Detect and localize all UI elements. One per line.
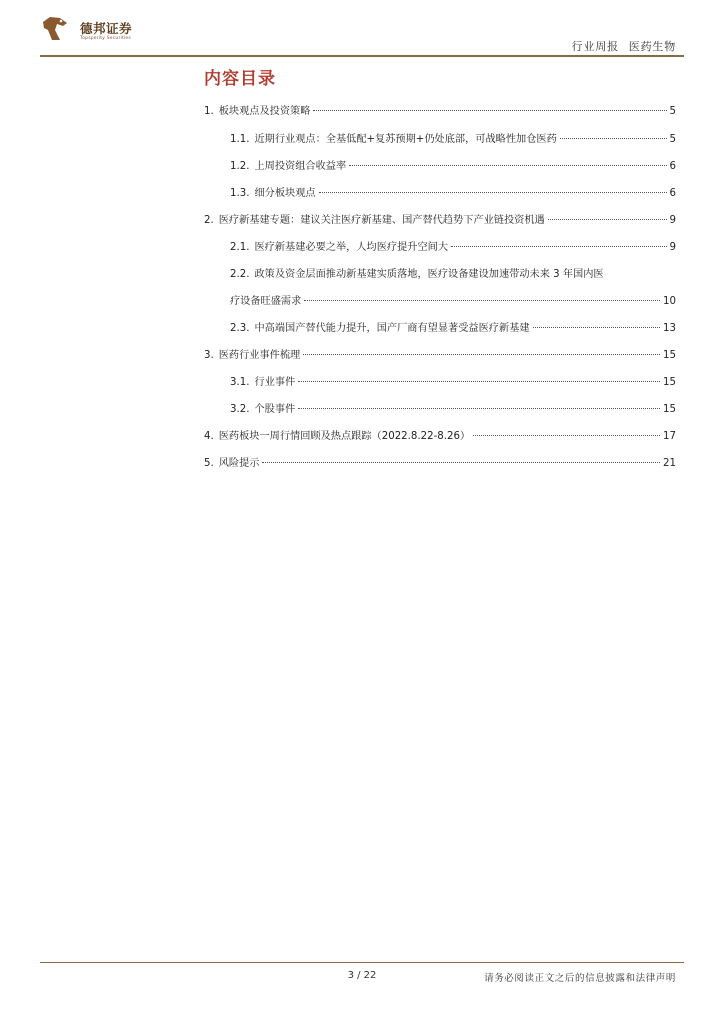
page-number-text: 3 / 22 [347,970,377,981]
toc-number: 5. [204,458,214,469]
report-sector: 医药生物 [628,40,676,53]
toc-page: 21 [663,458,676,469]
logo-mark-icon [40,14,70,44]
toc-text: 医疗新基建专题：建议关注医疗新基建、国产替代趋势下产业链投资机遇 [218,215,545,226]
toc-entry-2-3[interactable] [230,319,676,337]
toc-number: 3. [204,350,214,361]
company-name-cn: 德邦证券 [80,21,133,36]
toc-page: 5 [669,134,676,145]
toc-page: 13 [663,323,676,334]
report-category [572,38,676,54]
toc-page: 6 [669,188,676,199]
toc-page: 15 [663,377,676,388]
toc-leader [298,381,660,382]
toc-text: 中高端国产替代能力提升，国产厂商有望显著受益医疗新基建 [254,323,530,334]
toc-leader [349,165,666,166]
toc-number: 3.2. [230,404,250,415]
toc-entry-1-2[interactable] [230,157,676,175]
toc-leader [473,435,660,436]
toc-text: 医药板块一周行情回顾及热点跟踪（2022.8.22-8.26） [218,431,471,442]
toc-text: 风险提示 [218,458,260,469]
toc-leader [304,300,660,301]
company-name-en: Topsperity Securities [80,36,131,41]
toc-entry-3[interactable] [204,346,676,364]
toc-number: 4. [204,431,214,442]
toc-text: 政策及资金层面推动新基建实质落地，医疗设备建设加速带动未来 3 年国内医 [254,269,604,280]
toc-leader [303,354,660,355]
toc-number: 1.2. [230,161,250,172]
toc-entry-2-2-line2[interactable] [230,292,676,310]
header-divider [40,55,684,57]
toc-leader [262,462,660,463]
toc-entry-1-1[interactable] [230,130,676,148]
toc-leader [313,110,666,111]
toc-page: 15 [663,404,676,415]
toc-entry-3-1[interactable] [230,373,676,391]
toc-number: 2.3. [230,323,250,334]
toc-page: 17 [663,431,676,442]
toc-leader [319,192,667,193]
toc-leader [533,327,661,328]
toc-text: 细分板块观点 [254,188,316,199]
toc-entry-1-3[interactable] [230,184,676,202]
toc-text: 疗设备旺盛需求 [230,296,302,307]
toc-page: 5 [669,106,676,117]
footer-divider [40,962,684,963]
toc-text: 个股事件 [254,404,296,415]
toc-leader [298,408,660,409]
toc-page: 9 [669,215,676,226]
toc-text: 行业事件 [254,377,296,388]
toc-number: 1.1. [230,134,250,145]
toc-entry-3-2[interactable] [230,400,676,418]
company-logo [40,14,150,50]
toc-text: 医疗新基建必要之举，人均医疗提升空间大 [254,242,449,253]
toc-page: 6 [669,161,676,172]
toc-entry-2[interactable] [204,211,676,229]
toc-page: 9 [669,242,676,253]
toc-text: 板块观点及投资策略 [218,106,311,117]
toc-entry-2-2-line1[interactable] [230,265,676,283]
toc-number: 2. [204,215,214,226]
toc-entry-5[interactable] [204,454,676,472]
toc-number: 1. [204,106,214,117]
toc-leader [560,138,667,139]
toc-text: 医药行业事件梳理 [218,350,301,361]
toc-leader [548,219,667,220]
toc-text: 上周投资组合收益率 [254,161,347,172]
legal-disclaimer: 请务必阅读正文之后的信息披露和法律声明 [484,973,676,984]
toc-entry-2-1[interactable] [230,238,676,256]
toc-number: 2.1. [230,242,250,253]
toc-entry-4[interactable] [204,427,676,445]
toc-number: 3.1. [230,377,250,388]
toc-entry-1[interactable] [204,102,676,120]
toc-number: 2.2. [230,269,250,280]
toc-text: 近期行业观点：全基低配+复苏预期+仍处底部，可战略性加仓医药 [254,134,557,145]
report-type: 行业周报 [571,40,619,53]
toc-page: 10 [663,296,676,307]
toc-leader [451,246,667,247]
toc-page: 15 [663,350,676,361]
toc-number: 1.3. [230,188,250,199]
toc-title: 内容目录 [204,69,276,89]
